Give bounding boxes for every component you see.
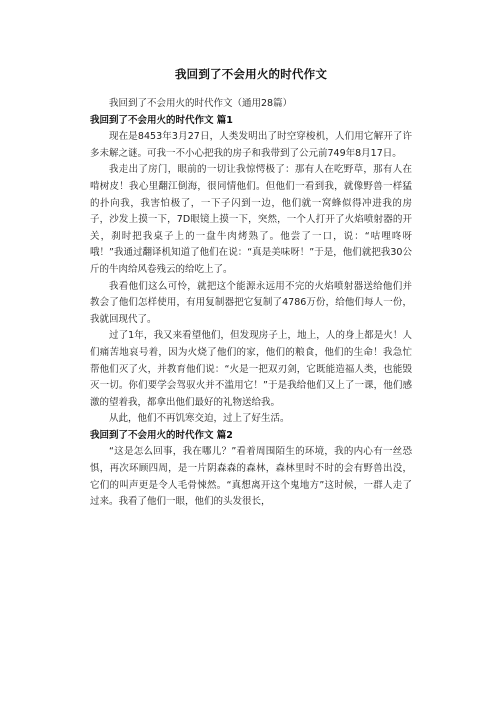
section-1-paragraph: 过了1年，我又来看望他们，但发现房子上，地上，人的身上都是火！人们痛苦地哀号着，因为火烧了他们的家，他们的粮食，他们的生命！我急忙帮他们灭了火，并教育他们说：“火是一把双刃剑，它既能造福人类，也能毁灭一切。你们要学会驾驭火并不滥用它！”于是我给他们又上了一课，他们感激的望着我，都拿出他们最好的礼物送给我。	[90, 330, 412, 408]
section-1-paragraph: 我走出了房门，眼前的一切让我惊愕极了：那有人在吃野草，那有人在啃树皮！我心里翻江倒海，很同情他们。但他们一看到我，就像野兽一样猛的扑向我，我害怕极了，一下子闪到一边，他们就一窝蜂似得冲进我的房子，沙发上摸一下，7D眼镜上摸一下，突然，一个人打开了火焰喷射器的开关，刹时把我桌子上的一盘牛肉烤熟了。他尝了一口，说：“咕哩咚呀哦！”我通过翻译机知道了他们在说：“真是美味呀！”于是，他们就把我30公斤的牛肉给风卷残云的给吃上了。	[90, 164, 412, 275]
section-heading-1: 我回到了不会用火的时代作文 篇1	[90, 114, 233, 126]
section-heading-2: 我回到了不会用火的时代作文 篇2	[90, 429, 233, 441]
section-2-paragraph: “这是怎么回事，我在哪儿？”看着周围陌生的环境，我的内心有一丝恐惧，再次环顾四周，是一片阴森森的森林，森林里时不时的会有野兽出没，它们的叫声更是令人毛骨悚然。“真想离开这个鬼地方”这时候，一群人走了过来。我看了他们一眼，他们的头发很长，	[90, 446, 412, 508]
document-title: 我回到了不会用火的时代作文	[174, 67, 328, 81]
document-intro: 我回到了不会用火的时代作文（通用28篇）	[109, 98, 293, 109]
section-1-paragraph: 我看他们这么可怜，就把这个能源永远用不完的火焰喷射器送给他们并教会了他们怎样使用，有用复制器把它复制了4786万份，给他们每人一份，我就回现代了。	[90, 280, 412, 325]
document-body	[90, 96, 412, 511]
section-1-paragraph: 现在是8453年3月27日，人类发明出了时空穿梭机，人们用它解开了许多未解之谜。可我一不小心把我的房子和我带到了公元前749年8月17日。	[90, 131, 412, 159]
section-1-paragraph: 从此，他们不再饥寒交迫，过上了好生活。	[109, 413, 290, 425]
